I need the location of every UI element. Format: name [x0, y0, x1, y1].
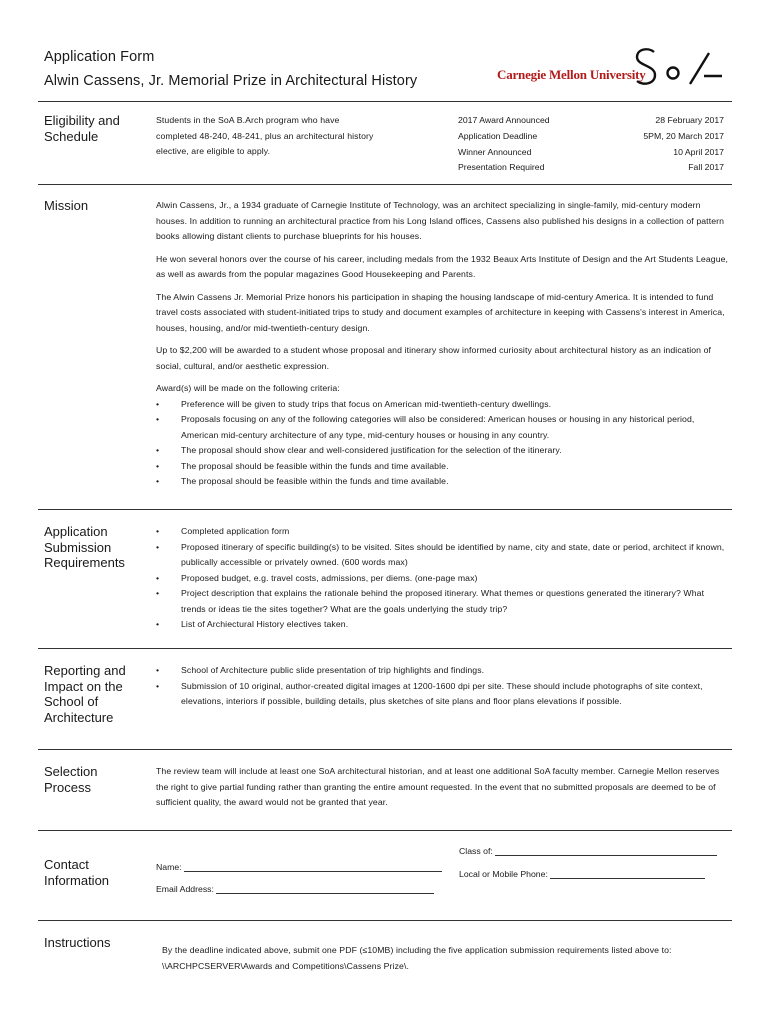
divider — [38, 184, 732, 185]
schedule-item: 2017 Award Announced — [458, 115, 550, 125]
class-field — [459, 844, 717, 856]
schedule-date: Fall 2017 — [688, 162, 724, 173]
submission-list — [156, 524, 731, 633]
schedule-table — [458, 113, 724, 176]
list-item: • Proposed budget, e.g. travel costs, admissions, per diems. (one-page max) — [156, 572, 478, 583]
mission-paragraph: He won several honors over the course of his career, including medals from the 1932 Beaux Arts Institute of Design and the Art Students League, as well as awards from the popular magazines Good Housekeeping and Parents. — [156, 253, 729, 279]
prize-title: Alwin Cassens, Jr. Memorial Prize in Architectural History — [44, 73, 418, 89]
phone-label: Local or Mobile Phone: — [459, 869, 548, 879]
class-label: Class of: — [459, 846, 493, 856]
list-item: • Submission of 10 original, author-created digital images at 1200-1600 dpi per site. These should include photographs of site context, elevations, interiors if possible, building details, plus sketches of site plans and floor plans elevations if possible. — [156, 680, 703, 706]
submission-label: Application Submission Requirements — [44, 524, 125, 570]
email-input[interactable] — [216, 882, 434, 894]
divider — [38, 920, 732, 921]
mission-paragraph: Up to $2,200 will be awarded to a student whose proposal and itinerary show informed curiosity about architectural history as an indication of social, cultural, and/or aesthetic expression. — [156, 345, 712, 371]
reporting-label: Reporting and Impact on the School of Architecture — [44, 663, 126, 725]
schedule-date: 28 February 2017 — [655, 115, 724, 125]
list-item: • School of Architecture public slide presentation of trip highlights and findings. — [156, 665, 485, 675]
schedule-row — [458, 145, 724, 161]
mission-body — [156, 198, 731, 490]
email-label: Email Address: — [156, 884, 214, 894]
schedule-date: 10 April 2017 — [673, 146, 724, 157]
email-field — [156, 882, 434, 894]
instructions-label: Instructions — [44, 935, 111, 950]
form-title: Application Form — [44, 49, 155, 65]
list-item: • Completed application form — [156, 526, 290, 536]
list-item: • Project description that explains the rationale behind the proposed itinerary. What themes or questions generated the itinerary? What trends or ideas tie the sites together? What are the goals underlying the study trip? — [156, 588, 705, 614]
eligibility-text: Students in the SoA B.Arch program who have completed 48-240, 48-241, plus an architectural history elective, are eligible to apply. — [156, 115, 374, 156]
divider — [38, 830, 732, 831]
schedule-row — [458, 113, 724, 129]
mission-label: Mission — [44, 198, 89, 213]
university-logo: Carnegie Mellon University — [497, 67, 646, 82]
soa-logo — [634, 46, 726, 88]
name-field — [156, 860, 442, 872]
schedule-item: Application Deadline — [458, 130, 538, 141]
instructions-text: By the deadline indicated above, submit one PDF (≤10MB) including the five application submission requirements listed above to: \\ARCHPCSERVER\Awards and Competitions\Cassens Prize\. — [162, 945, 672, 971]
phone-field — [459, 867, 705, 879]
name-label: Name: — [156, 862, 182, 872]
class-input[interactable] — [495, 844, 717, 856]
selection-text: The review team will include at least one SoA architectural historian, and at least one additional SoA faculty member. Carnegie Mellon reserves the right to give partial funding rather than granting the entire amount requested. In the event that no submitted proposals are deemed to be of sufficient quality, the award would not be granted that year. — [156, 766, 720, 807]
reporting-list — [156, 663, 731, 710]
divider — [38, 509, 732, 510]
divider — [38, 749, 732, 750]
schedule-item: Presentation Required — [458, 162, 545, 173]
eligibility-label: Eligibility and Schedule — [44, 113, 120, 144]
criteria-intro: Award(s) will be made on the following criteria: — [156, 383, 340, 393]
list-item: • The proposal should be feasible within the funds and time available. — [156, 476, 449, 486]
mission-paragraph: The Alwin Cassens Jr. Memorial Prize honors his participation in shaping the housing landscape of mid-century America. It is intended to fund travel costs associated with student-initiated trips to study and document examples of architecture in keeping with Cassens's interest in America, houses, housing, and/or mid-twentieth-century design. — [156, 291, 725, 333]
list-item: • Proposed itinerary of specific building(s) to be visited. Sites should be identified by name, city and state, date or period, architect if known, publically accessible or privately owned. (600 words max) — [156, 541, 725, 567]
schedule-date: 5PM, 20 March 2017 — [643, 130, 724, 141]
mission-paragraph: Alwin Cassens, Jr., a 1934 graduate of Carnegie Institute of Technology, was an architect specializing in single-family, mid-century modern houses. In addition to running an architectural practice from his Long Island offices, Cassens also published his designs in a collection of pattern books allowing distant clients to purchase blueprints for his houses. — [156, 200, 725, 241]
list-item: • The proposal should show clear and well-considered justification for the selection of the itinerary. — [156, 445, 562, 455]
selection-label: Selection Process — [44, 764, 98, 795]
list-item: • List of Archiectural History electives taken. — [156, 619, 349, 629]
phone-input[interactable] — [550, 867, 705, 879]
list-item: • Preference will be given to study trips that focus on American mid-twentieth-century dwellings. — [156, 398, 552, 409]
schedule-row — [458, 129, 724, 145]
contact-label: Contact Information — [44, 857, 110, 888]
schedule-item: Winner Announced — [458, 146, 532, 157]
divider — [38, 648, 732, 649]
name-input[interactable] — [184, 860, 442, 872]
list-item: • The proposal should be feasible within the funds and time available. — [156, 460, 449, 471]
list-item: • Proposals focusing on any of the following categories will also be considered: American houses or housing in any historical period, American mid-century architecture of any type, mid-century houses or housing in any country. — [156, 414, 695, 440]
schedule-row — [458, 160, 724, 176]
divider — [38, 101, 732, 102]
